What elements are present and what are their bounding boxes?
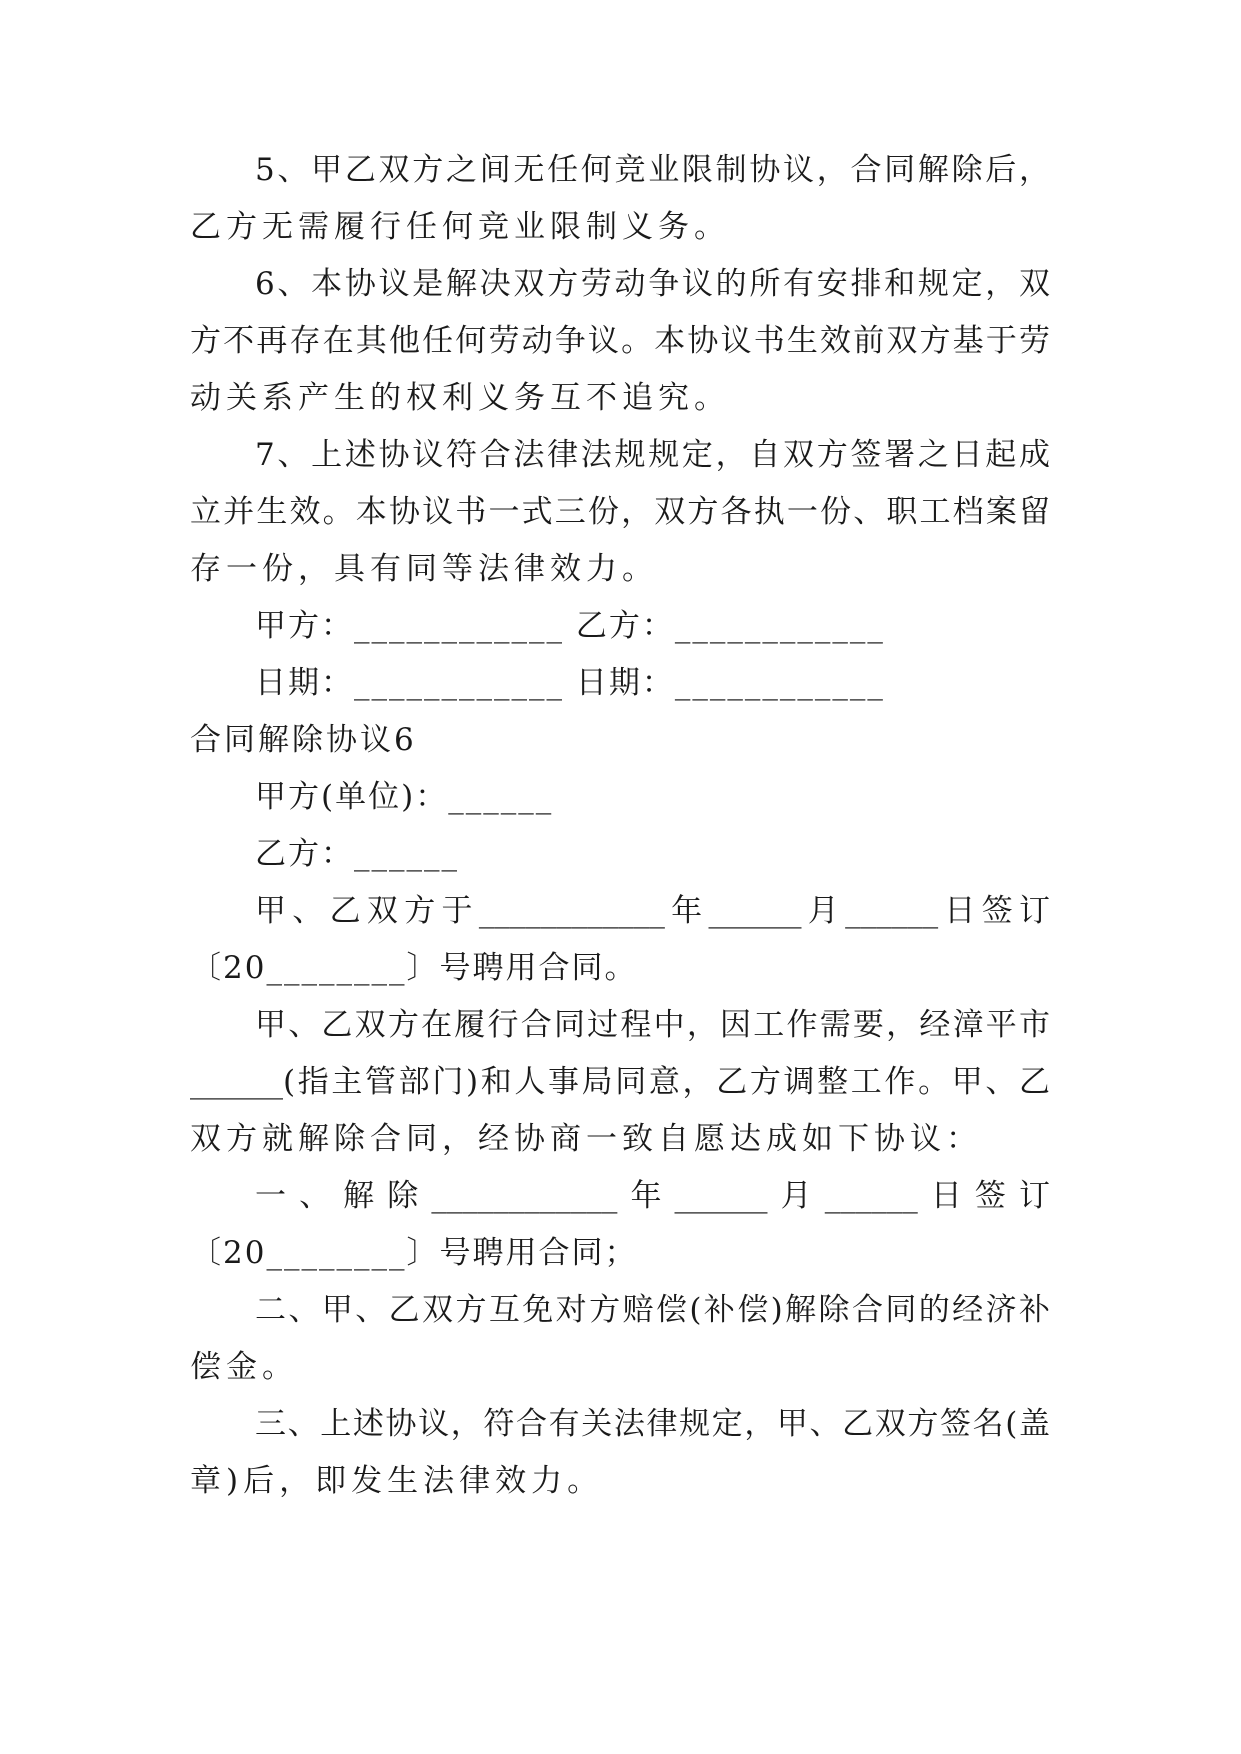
clause-7-line-3: 存一份，具有同等法律效力。 [190,551,658,587]
context-line-3: 双方就解除合同，经协商一致自愿达成如下协议： [190,1121,982,1157]
context-line-2: ______(指主管部门)和人事局同意，乙方调整工作。甲、乙 [190,1064,1050,1100]
party-a-line: 甲方(单位)：______ [255,779,554,815]
clause-5-line-1: 5、甲乙双方之间无任何竞业限制协议，合同解除后， [255,152,1050,188]
item-3-line-2: 章)后，即发生法律效力。 [190,1463,604,1499]
clause-6-line-2: 方不再存在其他任何劳动争议。本协议书生效前双方基于劳 [190,323,1050,359]
item-1-line-1: 一、解除____________年______月______日签订 [255,1178,1050,1214]
clause-5-line-2: 乙方无需履行任何竞业限制义务。 [190,209,730,245]
context-line-1: 甲、乙双方在履行合同过程中，因工作需要，经漳平市 [255,1007,1050,1043]
signing-date-line-2: 〔20________〕号聘用合同。 [190,950,638,986]
clause-7-line-1: 7、上述协议符合法律法规规定，自双方签署之日起成 [255,437,1050,473]
signature-dates-line: 日期：____________ 日期：____________ [255,665,885,701]
section-title: 合同解除协议6 [190,722,417,758]
signature-parties-line: 甲方：____________ 乙方：____________ [255,608,885,644]
signing-date-line-1: 甲、乙双方于____________年______月______日签订 [255,893,1050,929]
item-3-line-1: 三、上述协议，符合有关法律规定，甲、乙双方签名(盖 [255,1406,1050,1442]
clause-6-line-3: 动关系产生的权利义务互不追究。 [190,380,730,416]
item-2-line-2: 偿金。 [190,1349,298,1385]
clause-7-line-2: 立并生效。本协议书一式三份，双方各执一份、职工档案留 [190,494,1050,530]
item-2-line-1: 二、甲、乙双方互免对方赔偿(补偿)解除合同的经济补 [255,1292,1050,1328]
party-b-line: 乙方：______ [255,836,459,872]
clause-6-line-1: 6、本协议是解决双方劳动争议的所有安排和规定，双 [255,266,1050,302]
item-1-line-2: 〔20________〕号聘用合同； [190,1235,638,1271]
